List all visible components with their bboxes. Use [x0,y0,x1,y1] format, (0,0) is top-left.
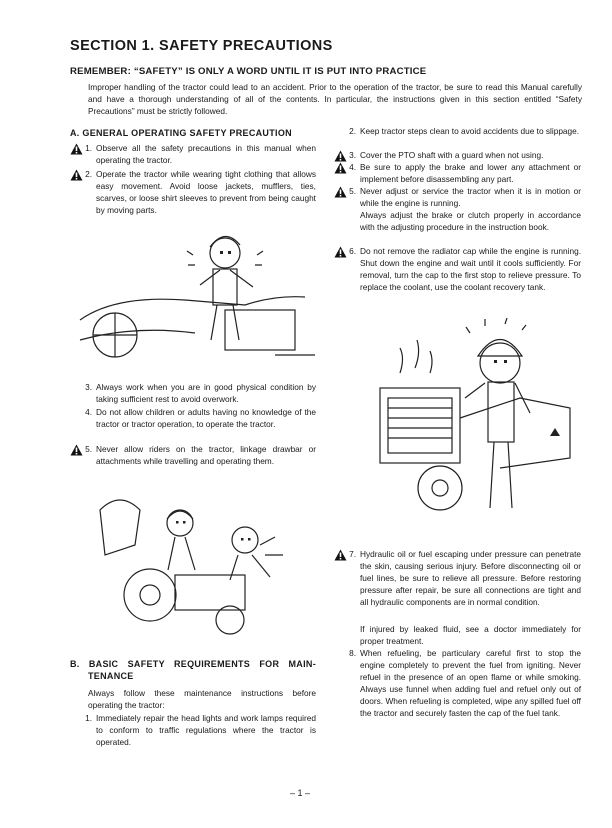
section-b-heading-line1: B. BASIC SAFETY REQUIREMENTS FOR MAIN- [70,659,316,669]
list-item [70,169,316,219]
list-item [334,126,581,150]
item-number: 3. [85,382,92,392]
item-number: 4. [349,162,356,172]
list-item [70,382,316,407]
list-item [334,624,581,648]
list-item [70,444,316,481]
remember-heading: REMEMBER: “SAFETY” IS ONLY A WORD UNTIL IT IS PUT INTO PRACTICE [70,66,427,77]
page-number: – 1 – [290,788,311,798]
item-text: Never allow riders on the tractor, linkage drawbar or attachments while travelling and operating them. [96,444,316,466]
item-number: 2. [349,126,356,136]
item-number: 5. [85,444,92,454]
item-text: Keep tractor steps clean to avoid accidents due to slippage. [360,126,580,136]
list-item [334,162,581,186]
item-text: Never adjust or service the tractor when it is in motion or while the engine is running. [360,186,581,208]
item-text: Immediately repair the head lights and work lamps required to conform to traffic regulations where the tractor is operated. [96,713,316,747]
illustration-riders [80,485,300,645]
item-number: 6. [349,246,356,256]
list-item [334,210,581,246]
item-number: 3. [349,150,356,160]
item-number: 7. [349,549,356,559]
item-text: Do not remove the radiator cap while the engine is running. Shut down the engine and wait until it cools sufficiently. For removal, turn the cap to the first stop to relieve pressure. To replace the coolant, use the coolant recovery tank. [360,246,581,292]
item-text: Hydraulic oil or fuel escaping under pressure can penetrate the skin, causing serious injury. Before disconnecting oil or fuel lines, be sure to relieve all pressure. Before restoring pressure after repair, be sure all connections are tight and all hydraulic components are in normal condition. [360,549,581,607]
list-item [334,246,581,306]
illustration-clothing-caught [75,225,320,365]
item-number: 1. [85,143,92,153]
list-item [334,150,581,162]
item-text: Cover the PTO shaft with a guard when not using. [360,150,544,160]
intro-paragraph: Improper handling of the tractor could lead to an accident. Prior to the operation of the tractor, be sure to read this Manual carefully and have a thorough understanding of all of the contents. In particular, the instructions given in this section entitled “Safety Precautions” must be strictly followed. [88,82,582,116]
section-a-heading: A. GENERAL OPERATING SAFETY PRECAUTION [70,128,292,138]
item-text: Always work when you are in good physical condition by taking sufficient rest to avoid overwork. [96,382,316,404]
item-number: 4. [85,407,92,417]
list-item [334,648,581,748]
item-text: Be sure to apply the brake and lower any attachment or implement before disassembling any part. [360,162,581,184]
item-text: Always adjust the brake or clutch properly in accordance with the adjusting procedure in the instruction book. [360,210,581,232]
section-title: SECTION 1. SAFETY PRECAUTIONS [70,38,333,54]
item-number: 5. [349,186,356,196]
item-text: Operate the tractor while wearing tight clothing that allows easy movement. Avoid loose jackets, mufflers, ties, scarves, or loose shirt sleeves to prevent from being caught by moving parts. [96,169,316,215]
item-text: When refueling, be particulary careful first to stop the engine completely to prevent the fuel from igniting. Never refuel in the presence of an open flame or while smoking. Always use funnel when adding fuel and refuel only out of doors. When refueling is completed, wipe any spilled fuel off the tractor and securely fasten the cap of the fuel tank. [360,648,581,718]
item-number: 8. [349,648,356,658]
item-text: Do not allow children or adults having no knowledge of the tractor or tractor operation, to operate the tractor. [96,407,316,429]
item-text: Observe all the safety precautions in this manual when operating the tractor. [96,143,316,165]
illustration-radiator-cap [370,318,585,518]
list-item [334,186,581,210]
section-b-intro: Always follow these maintenance instructions before operating the tractor: [88,688,316,710]
item-number: 2. [85,169,92,179]
list-item [70,143,316,169]
list-item [70,407,316,444]
list-item [70,713,316,750]
item-text: If injured by leaked fluid, see a doctor immediately for proper treatment. [360,624,581,646]
item-number: 1. [85,713,92,723]
section-b-heading-line2: TENANCE [88,671,134,681]
